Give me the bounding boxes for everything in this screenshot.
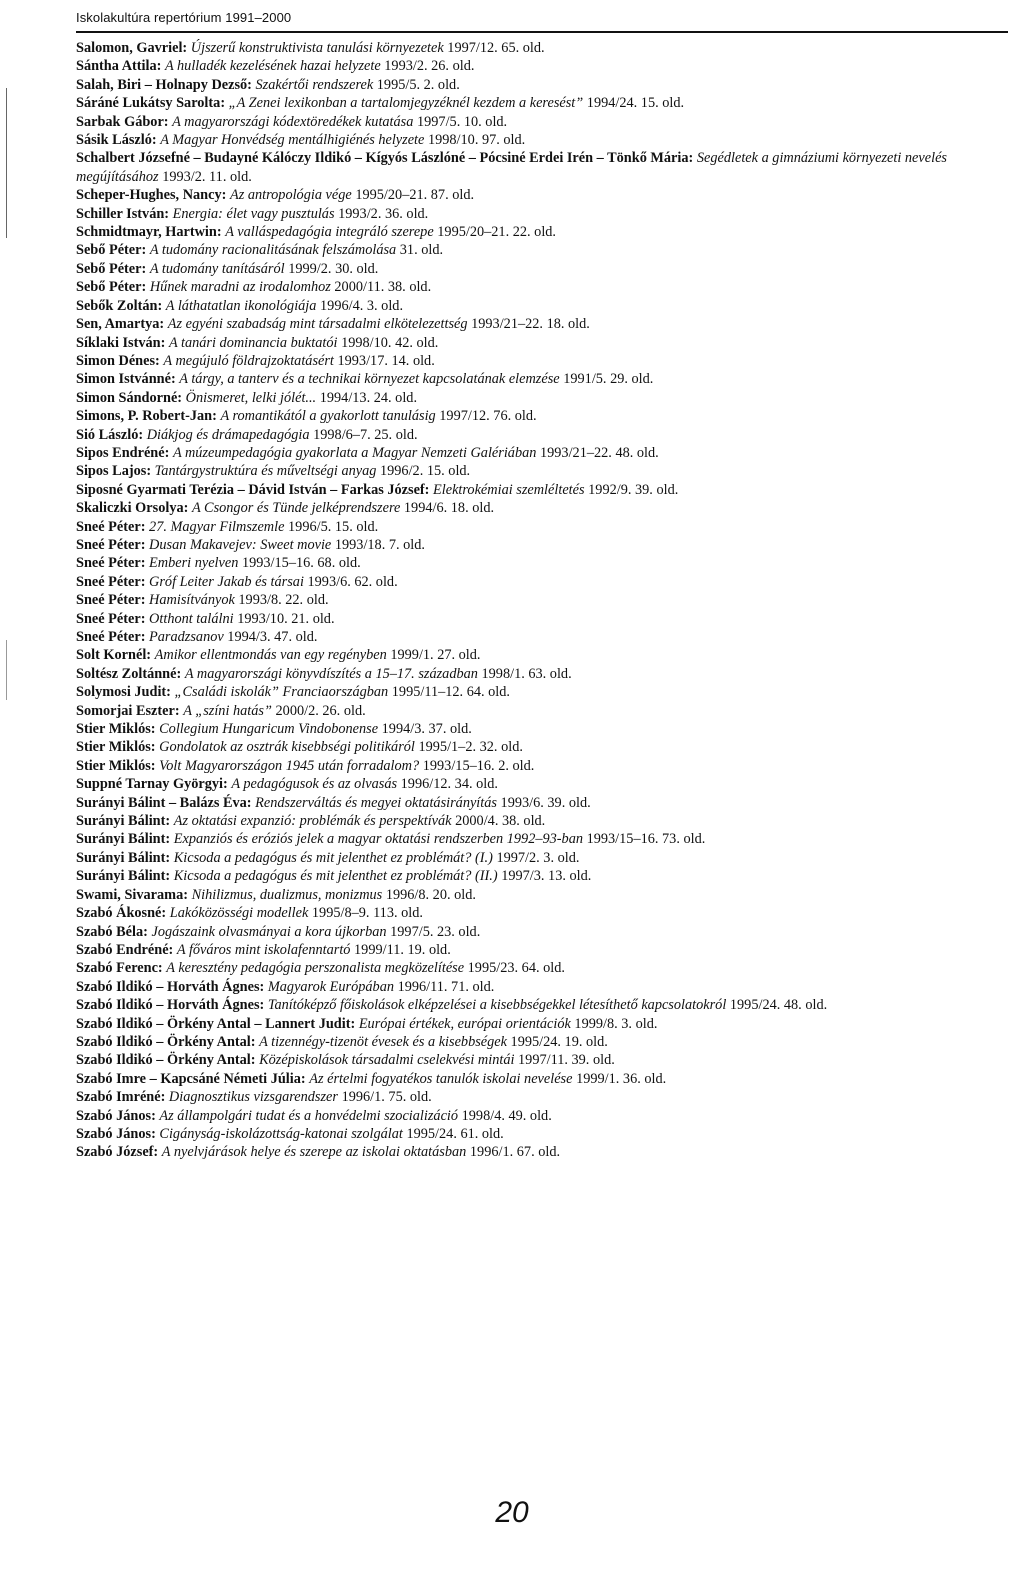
bibliography-entry (76, 186, 1012, 204)
bibliography-entry (76, 57, 1012, 75)
entry-author: Sneé Péter: (76, 555, 146, 572)
entry-reference: 1993/6. 39. old. (500, 794, 591, 811)
entry-author: Szabó Ildikó – Horváth Ágnes: (76, 978, 265, 995)
entry-title: Önismeret, lelki jólét... (185, 389, 317, 406)
bibliography-entry (76, 610, 1012, 628)
entry-title: A tudomány tanításáról (149, 260, 285, 277)
entry-title: Lakóközösségi modellek (169, 905, 309, 922)
bibliography-entry (76, 867, 1012, 885)
bibliography-entry (76, 1051, 1012, 1069)
entry-author: Síklaki István: (76, 334, 166, 351)
entry-author: Simon Istvánné: (76, 371, 176, 388)
entry-reference: 1997/2. 3. old. (496, 849, 580, 866)
entry-reference: 1993/6. 62. old. (307, 573, 398, 590)
bibliography-entry (76, 941, 1012, 959)
entry-author: Sebő Péter: (76, 260, 147, 277)
entry-reference: 1995/24. 48. old. (729, 997, 828, 1014)
entry-reference: 1993/2. 11. old. (162, 168, 252, 185)
entry-reference: 1995/24. 19. old. (510, 1033, 608, 1050)
entry-reference: 1996/1. 67. old. (469, 1144, 561, 1161)
entry-reference: 1993/15–16. 2. old. (422, 757, 535, 774)
entry-reference: 1995/8–9. 113. old. (311, 905, 423, 922)
entry-author: Stier Miklós: (76, 739, 156, 756)
entry-reference: 1999/8. 3. old. (574, 1015, 658, 1032)
entry-reference: 1995/20–21. 22. old. (437, 224, 557, 241)
bibliography-list (76, 39, 1012, 1162)
bibliography-entry (76, 462, 1012, 480)
entry-author: Sneé Péter: (76, 573, 146, 590)
entry-author: Solymosi Judit: (76, 684, 171, 701)
entry-title: Paradzsanov (149, 629, 224, 645)
entry-reference: 1999/2. 30. old. (288, 260, 379, 277)
entry-author: Sneé Péter: (76, 610, 146, 627)
entry-title: A Magyar Honvédség mentálhigiénés helyzete (160, 132, 425, 149)
bibliography-entry (76, 683, 1012, 701)
entry-title: A magyarországi kódextöredékek kutatása (172, 113, 414, 130)
bibliography-entry (76, 738, 1012, 756)
entry-title: Újszerű konstruktivista tanulási környezetek (190, 40, 444, 56)
entry-reference: 1997/12. 65. old. (447, 40, 545, 56)
bibliography-entry (76, 1107, 1012, 1125)
entry-title: Hamisítványok (149, 592, 235, 609)
entry-title: Elektrokémiai szemléltetés (433, 481, 585, 498)
entry-author: Szabó János: (76, 1125, 156, 1142)
entry-reference: 1996/5. 15. old. (288, 518, 379, 535)
entry-title: A romantikától a gyakorlott tanulásig (220, 408, 436, 425)
bibliography-entry (76, 481, 1012, 499)
entry-title: A valláspedagógia integráló szerepe (225, 224, 434, 241)
entry-reference: 1993/21–22. 18. old. (471, 316, 590, 333)
entry-reference: 1997/12. 76. old. (439, 408, 537, 425)
entry-title: Cigányság-iskolázottság-katonai szolgálat (159, 1125, 403, 1142)
bibliography-entry (76, 628, 1012, 646)
bibliography-entry (76, 352, 1012, 370)
entry-author: Sebők Zoltán: (76, 297, 163, 314)
entry-reference: 1995/1–2. 32. old. (418, 739, 523, 756)
entry-title: Kicsoda a pedagógus és mit jelenthet ez problémát? (I.) (173, 849, 493, 866)
entry-author: Surányi Bálint: (76, 813, 171, 830)
bibliography-entry (76, 665, 1012, 683)
entry-author: Szabó Béla: (76, 923, 148, 940)
entry-title: A keresztény pedagógia perszonalista megközelítése (166, 960, 465, 977)
entry-author: Szabó Ildikó – Örkény Antal: (76, 1052, 256, 1069)
entry-reference: 1994/6. 18. old. (403, 500, 495, 517)
entry-title: Diagnosztikus vizsgarendszer (168, 1089, 338, 1106)
entry-title: Volt Magyarországon 1945 után forradalom? (159, 757, 420, 774)
entry-author: Sneé Péter: (76, 592, 146, 609)
bibliography-entry (76, 278, 1012, 296)
bibliography-entry (76, 407, 1012, 425)
entry-author: Surányi Bálint: (76, 831, 171, 848)
bibliography-entry (76, 260, 1012, 278)
entry-reference: 1997/5. 23. old. (390, 923, 481, 940)
entry-title: A Csongor és Tünde jelképrendszere (191, 500, 401, 517)
entry-title: Tantárgystruktúra és műveltségi anyag (154, 463, 377, 480)
entry-author: Sebő Péter: (76, 279, 147, 296)
bibliography-entry (76, 1088, 1012, 1106)
entry-title: Jogászaink olvasmányai a kora újkorban (151, 923, 387, 940)
entry-title: A tárgy, a tanterv és a technikai környezet kapcsolatának elemzése (179, 371, 560, 388)
bibliography-entry (76, 720, 1012, 738)
bibliography-entry (76, 94, 1012, 112)
entry-title: A láthatatlan ikonológiája (165, 297, 317, 314)
margin-scan-line-lower (6, 640, 7, 700)
entry-title: Középiskolások társadalmi cselekvési mintái (259, 1052, 515, 1069)
entry-reference: 31. old. (399, 242, 444, 259)
bibliography-entry (76, 499, 1012, 517)
entry-author: Simon Sándorné: (76, 389, 183, 406)
entry-reference: 2000/11. 38. old. (334, 279, 432, 296)
entry-author: Szabó Ákosné: (76, 905, 167, 922)
bibliography-entry (76, 554, 1012, 572)
entry-title: Dusan Makavejev: Sweet movie (149, 536, 332, 553)
entry-reference: 1993/2. 26. old. (384, 58, 475, 75)
entry-reference: 1995/23. 64. old. (467, 960, 565, 977)
entry-author: Skaliczki Orsolya: (76, 500, 189, 517)
bibliography-entry (76, 1143, 1012, 1161)
header-rule (76, 31, 1008, 33)
entry-author: Szabó Ildikó – Örkény Antal – Lannert Judit: (76, 1015, 356, 1032)
bibliography-entry (76, 76, 1012, 94)
entry-title: Emberi nyelven (149, 555, 239, 572)
entry-author: Szabó Ildikó – Örkény Antal: (76, 1033, 256, 1050)
entry-author: Sarbak Gábor: (76, 113, 169, 130)
entry-author: Sen, Amartya: (76, 316, 165, 333)
entry-author: Sántha Attila: (76, 58, 162, 75)
entry-reference: 1993/2. 36. old. (338, 205, 429, 222)
entry-reference: 2000/2. 26. old. (275, 702, 366, 719)
entry-reference: 1996/8. 20. old. (385, 886, 476, 903)
entry-reference: 1999/1. 27. old. (390, 647, 481, 664)
entry-reference: 1996/12. 34. old. (400, 776, 498, 793)
entry-title: A nyelvjárások helye és szerepe az iskolai oktatásban (161, 1144, 467, 1161)
entry-reference: 1991/5. 29. old. (563, 371, 654, 388)
entry-title: Kicsoda a pedagógus és mit jelenthet ez problémát? (II.) (173, 868, 498, 885)
entry-reference: 1996/4. 3. old. (320, 297, 404, 314)
entry-reference: 1998/6–7. 25. old. (313, 426, 418, 443)
bibliography-entry (76, 904, 1012, 922)
entry-reference: 1994/24. 15. old. (586, 95, 685, 112)
bibliography-entry (76, 444, 1012, 462)
entry-title: 27. Magyar Filmszemle (149, 518, 285, 535)
entry-author: Surányi Bálint: (76, 849, 171, 866)
entry-title: Expanziós és eróziós jelek a magyar oktatási rendszerben 1992–93-ban (173, 831, 583, 848)
entry-reference: 1992/9. 39. old. (588, 481, 679, 498)
entry-title: „A Zenei lexikonban a tartalomjegyzéknél kezdem a keresést” (228, 95, 584, 112)
entry-title: Segédletek a gimnáziumi környezeti nevelés megújításához (76, 150, 947, 185)
bibliography-entry (76, 1125, 1012, 1143)
entry-author: Sneé Péter: (76, 536, 146, 553)
entry-author: Szabó Ferenc: (76, 960, 163, 977)
bibliography-entry (76, 536, 1012, 554)
entry-author: Sipos Endréné: (76, 444, 170, 461)
entry-reference: 1997/5. 10. old. (416, 113, 508, 130)
entry-title: Otthont találni (149, 610, 234, 627)
entry-reference: 1999/11. 19. old. (354, 941, 451, 958)
entry-title: A „színi hatás” (183, 702, 272, 719)
entry-title: Az antropológia vége (229, 187, 352, 204)
bibliography-entry (76, 149, 1012, 186)
bibliography-entry (76, 1070, 1012, 1088)
entry-reference: 1993/18. 7. old. (334, 536, 425, 553)
entry-title: A tudomány racionalitásának felszámolása (149, 242, 397, 259)
entry-title: A főváros mint iskolafenntartó (176, 941, 351, 958)
entry-title: A tanári dominancia buktatói (168, 334, 338, 351)
bibliography-entry (76, 702, 1012, 720)
bibliography-entry (76, 389, 1012, 407)
bibliography-entry (76, 241, 1012, 259)
entry-author: Szabó Imréné: (76, 1089, 166, 1106)
entry-reference: 1999/1. 36. old. (576, 1070, 667, 1087)
entry-title: A tizennégy-tizenöt évesek és a kisebbségek (259, 1033, 507, 1050)
entry-reference: 1997/3. 13. old. (501, 868, 592, 885)
entry-reference: 1993/15–16. 73. old. (586, 831, 706, 848)
entry-reference: 1995/11–12. 64. old. (391, 684, 510, 701)
entry-author: Szabó József: (76, 1144, 159, 1161)
bibliography-entry (76, 426, 1012, 444)
entry-author: Sebő Péter: (76, 242, 147, 259)
bibliography-entry (76, 131, 1012, 149)
bibliography-entry (76, 297, 1012, 315)
entry-title: Diákjog és drámapedagógia (146, 426, 310, 443)
bibliography-entry (76, 794, 1012, 812)
entry-author: Surányi Bálint: (76, 868, 171, 885)
entry-author: Sáráné Lukátsy Sarolta: (76, 95, 226, 112)
running-header: Iskolakultúra repertórium 1991–2000 (76, 10, 292, 25)
bibliography-entry (76, 775, 1012, 793)
entry-reference: 1994/13. 24. old. (319, 389, 418, 406)
entry-author: Solt Kornél: (76, 647, 152, 664)
entry-title: Magyarok Európában (267, 978, 394, 995)
entry-author: Schiller István: (76, 205, 170, 222)
entry-title: Szakértői rendszerek (255, 76, 374, 93)
bibliography-entry (76, 1033, 1012, 1051)
entry-reference: 1998/4. 49. old. (461, 1107, 552, 1124)
entry-reference: 1993/17. 14. old. (337, 352, 435, 369)
entry-author: Soltész Zoltánné: (76, 665, 182, 682)
entry-author: Szabó Endréné: (76, 941, 174, 958)
margin-scan-line (6, 88, 7, 238)
entry-author: Sió László: (76, 426, 144, 443)
entry-author: Swami, Sivarama: (76, 886, 188, 903)
bibliography-entry (76, 978, 1012, 996)
entry-title: Rendszerváltás és megyei oktatásirányítás (255, 794, 497, 811)
bibliography-entry (76, 113, 1012, 131)
entry-author: Sneé Péter: (76, 518, 146, 535)
entry-author: Sásik László: (76, 132, 157, 149)
bibliography-entry (76, 315, 1012, 333)
bibliography-entry (76, 573, 1012, 591)
entry-title: Az egyéni szabadság mint társadalmi elkötelezettség (167, 316, 468, 333)
bibliography-entry (76, 334, 1012, 352)
entry-author: Suppné Tarnay Györgyi: (76, 776, 228, 793)
entry-author: Stier Miklós: (76, 721, 156, 738)
entry-author: Stier Miklós: (76, 757, 156, 774)
entry-title: Energia: élet vagy pusztulás (172, 205, 335, 222)
bibliography-entry (76, 757, 1012, 775)
entry-author: Szabó Ildikó – Horváth Ágnes: (76, 997, 265, 1014)
bibliography-entry (76, 830, 1012, 848)
entry-title: Gróf Leiter Jakab és társai (149, 573, 304, 590)
bibliography-entry (76, 886, 1012, 904)
entry-title: Az értelmi fogyatékos tanulók iskolai nevelése (309, 1070, 573, 1087)
entry-author: Salah, Biri – Holnapy Dezső: (76, 76, 252, 93)
entry-author: Surányi Bálint – Balázs Éva: (76, 794, 252, 811)
bibliography-entry (76, 996, 1012, 1014)
entry-title: Collegium Hungaricum Vindobonense (159, 721, 379, 738)
entry-reference: 1998/10. 42. old. (341, 334, 439, 351)
entry-reference: 1998/10. 97. old. (427, 132, 526, 149)
bibliography-entry (76, 223, 1012, 241)
entry-reference: 1993/21–22. 48. old. (539, 444, 659, 461)
entry-title: Gondolatok az osztrák kisebbségi politikáról (159, 739, 415, 756)
entry-title: Amikor ellentmondás van egy regényben (154, 647, 387, 664)
bibliography-entry (76, 923, 1012, 941)
entry-title: Nihilizmus, dualizmus, monizmus (191, 886, 383, 903)
entry-author: Szabó János: (76, 1107, 156, 1124)
entry-reference: 1993/8. 22. old. (238, 592, 329, 609)
bibliography-entry (76, 1015, 1012, 1033)
entry-author: Szabó Imre – Kapcsáné Németi Júlia: (76, 1070, 306, 1087)
entry-title: „Családi iskolák” Franciaországban (174, 684, 389, 701)
entry-reference: 1993/15–16. 68. old. (241, 555, 361, 572)
entry-author: Simon Dénes: (76, 352, 160, 369)
bibliography-entry (76, 812, 1012, 830)
bibliography-entry (76, 646, 1012, 664)
entry-title: Európai értékek, európai orientációk (358, 1015, 571, 1032)
entry-title: A múzeumpedagógia gyakorlata a Magyar Nemzeti Galériában (172, 444, 537, 461)
entry-title: Tanítóképző főiskolások elképzelései a kisebbségekkel létesíthető kapcsolatokról (267, 997, 727, 1014)
entry-reference: 2000/4. 38. old. (455, 813, 546, 830)
entry-reference: 1995/5. 2. old. (376, 76, 460, 93)
entry-reference: 1998/1. 63. old. (481, 665, 572, 682)
entry-reference: 1995/20–21. 87. old. (355, 187, 475, 204)
bibliography-entry (76, 591, 1012, 609)
entry-title: Hűnek maradni az irodalomhoz (149, 279, 331, 296)
bibliography-entry (76, 959, 1012, 977)
bibliography-entry (76, 205, 1012, 223)
entry-author: Schmidtmayr, Hartwin: (76, 224, 222, 241)
entry-author: Schalbert Józsefné – Budayné Kálóczy Ildikó – Kígyós Lászlóné – Pócsiné Erdei Irén – Tönkő Mária: (76, 150, 694, 167)
entry-author: Somorjai Eszter: (76, 702, 180, 719)
bibliography-entry (76, 370, 1012, 388)
entry-title: A megújuló földrajzoktatásért (163, 352, 334, 369)
entry-author: Scheper-Hughes, Nancy: (76, 187, 227, 204)
entry-title: A magyarországi könyvdíszítés a 15–17. században (184, 665, 478, 682)
entry-reference: 1994/3. 37. old. (381, 721, 472, 738)
bibliography-entry (76, 849, 1012, 867)
entry-title: A hulladék kezelésének hazai helyzete (164, 58, 381, 75)
entry-title: A pedagógusok és az olvasás (231, 776, 398, 793)
entry-title: Az oktatási expanzió: problémák és perspektívák (173, 813, 452, 830)
entry-author: Sipos Lajos: (76, 463, 152, 480)
page-number: 20 (495, 1496, 529, 1529)
entry-author: Sneé Péter: (76, 629, 146, 645)
entry-author: Siposné Gyarmati Terézia – Dávid István – Farkas József: (76, 481, 430, 498)
entry-reference: 1995/24. 61. old. (406, 1125, 504, 1142)
entry-title: Az állampolgári tudat és a honvédelmi szocializáció (159, 1107, 459, 1124)
entry-reference: 1993/10. 21. old. (237, 610, 335, 627)
entry-author: Salomon, Gavriel: (76, 40, 188, 56)
entry-reference: 1996/11. 71. old. (397, 978, 495, 995)
entry-reference: 1994/3. 47. old. (227, 629, 318, 645)
entry-reference: 1997/11. 39. old. (518, 1052, 615, 1069)
bibliography-entry (76, 39, 1012, 57)
bibliography-entry (76, 518, 1012, 536)
entry-reference: 1996/1. 75. old. (341, 1089, 432, 1106)
entry-author: Simons, P. Robert-Jan: (76, 408, 217, 425)
entry-reference: 1996/2. 15. old. (379, 463, 471, 480)
